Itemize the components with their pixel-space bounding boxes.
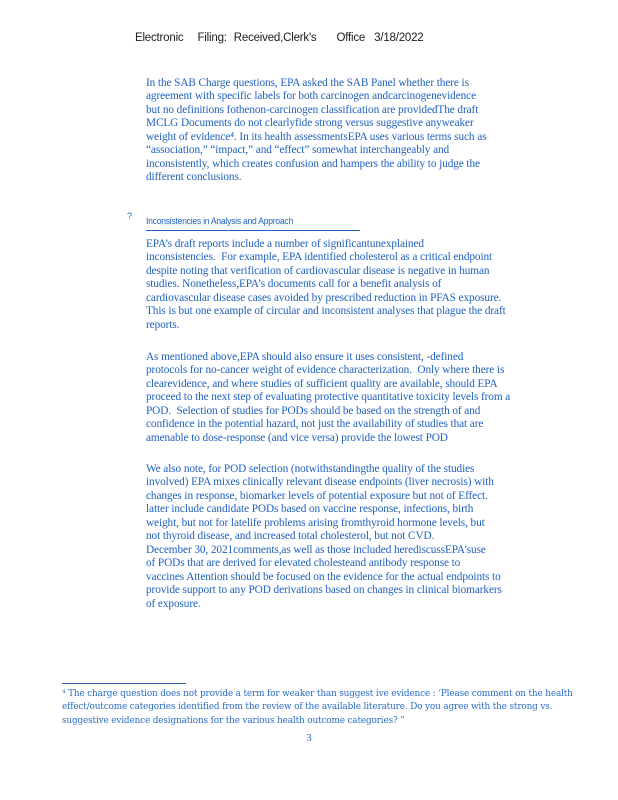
text-line: clearevidence, and where studies of sufficient quality are available, should EPA: [146, 377, 498, 390]
text-line: protocols for no-cancer weight of evidence characterization. Only where there is: [146, 364, 505, 377]
footnote: [62, 688, 573, 728]
text-line: We also note, for POD selection (notwithstandingthe quality of the studies: [146, 463, 475, 475]
text-line: changes in response, biomarker levels of potential exposure but not of Effect.: [146, 489, 488, 502]
footnote-line: suggestive evidence designations for the various health outcome categories? ”: [62, 715, 405, 726]
stamp-word: Office: [336, 32, 366, 44]
text-line: different conclusions.: [146, 171, 242, 184]
paragraph-1: [146, 77, 566, 185]
stamp-date: 3/18/2022: [374, 32, 424, 44]
text-line: despite noting that verification of cardiovascular disease is negative in human: [146, 264, 490, 277]
paragraph-2: [146, 238, 566, 332]
heading-underline: [146, 211, 360, 231]
stamp-word: Electronic: [134, 32, 184, 44]
text-line: but no definitions fothenon-carcinogen classification are providedThe draft: [146, 103, 479, 116]
text-line: weight, but not for latelife problems arising fromthyroid hormone levels, but: [146, 516, 485, 529]
paragraph-3: [146, 351, 566, 445]
text-line: This is but one example of circular and inconsistent analyses that plague the draft: [146, 305, 506, 318]
text-line: proceed to the next step of evaluating protective quantitative toxicity levels from a: [146, 391, 511, 404]
heading-question-marker: ?: [127, 211, 133, 221]
text-line: agreement with specific labels for both carcinogen andcarcinogenevidence: [146, 90, 476, 103]
section-heading: [127, 211, 360, 231]
text-line: December 30, 2021comments,as well as those included herediscussEPA’suse: [146, 543, 486, 556]
footnote-separator-rule: [62, 683, 186, 684]
filing-stamp-header: [123, 20, 424, 56]
text-line: of PODs that are derived for elevated cholesteand antibody response to: [146, 557, 461, 570]
paragraph-4: [146, 463, 566, 611]
page-number: 3: [306, 733, 312, 744]
text-line: As mentioned above,EPA should also ensure it uses consistent, -defined: [146, 351, 464, 363]
footnote-line: ⁴ The charge question does not provide a term for weaker than suggest ive evidence : ‘Please comment on the health: [62, 689, 573, 699]
text-line: weight of evidence⁴. In its health assessmentsEPA uses various terms such as: [146, 130, 487, 143]
text-line: inconsistently, which creates confusion and hampers the ability to judge the: [146, 157, 480, 170]
footnote-line: effect/outcome categories identified from the review of the available literature. Do you agree with the strong vs.: [62, 702, 553, 713]
text-line: studies. Nonetheless,EPA’s documents call for a benefit analysis of: [146, 278, 442, 291]
text-line: reports.: [146, 318, 180, 331]
text-line: provide support to any POD derivations based on changes in clinical biomarkers: [146, 584, 502, 597]
text-line: inconsistencies. For example, EPA identified cholesterol as a critical endpoint: [146, 251, 493, 264]
text-line: not thyroid disease, and increased total cholesterol, but not CVD.: [146, 530, 435, 543]
stamp-word: Filing:: [197, 32, 227, 44]
text-line: involved) EPA mixes clinically relevant disease endpoints (liver necrosis) with: [146, 476, 494, 489]
text-line: cardiovascular disease cases avoided by prescribed reduction in PFAS exposure.: [146, 291, 502, 304]
text-line: of exposure.: [146, 597, 201, 610]
text-line: vaccines Attention should be focused on the evidence for the actual endpoints to: [146, 570, 501, 583]
stamp-word: Received,Clerk's: [233, 32, 317, 44]
text-line: In the SAB Charge questions, EPA asked the SAB Panel whether there is: [146, 77, 469, 89]
text-line: amenable to dose-response (and vice versa) provide the lowest POD: [146, 431, 448, 444]
text-line: “association,” “impact,” and “effect” somewhat interchangeably and: [146, 144, 450, 157]
text-line: confidence in the potential hazard, not just the availability of studies that are: [146, 418, 484, 431]
heading-text: Inconsistencies in Analysis and Approach: [146, 216, 293, 226]
text-line: MCLG Documents do not clearlyfide strong versus suggestive anyweaker: [146, 117, 474, 130]
text-line: EPA’s draft reports include a number of significantunexplained: [146, 238, 424, 250]
text-line: latter include candidate PODs based on vaccine response, infections, birth: [146, 503, 474, 516]
text-line: POD. Selection of studies for PODs should be based on the strength of and: [146, 404, 481, 417]
